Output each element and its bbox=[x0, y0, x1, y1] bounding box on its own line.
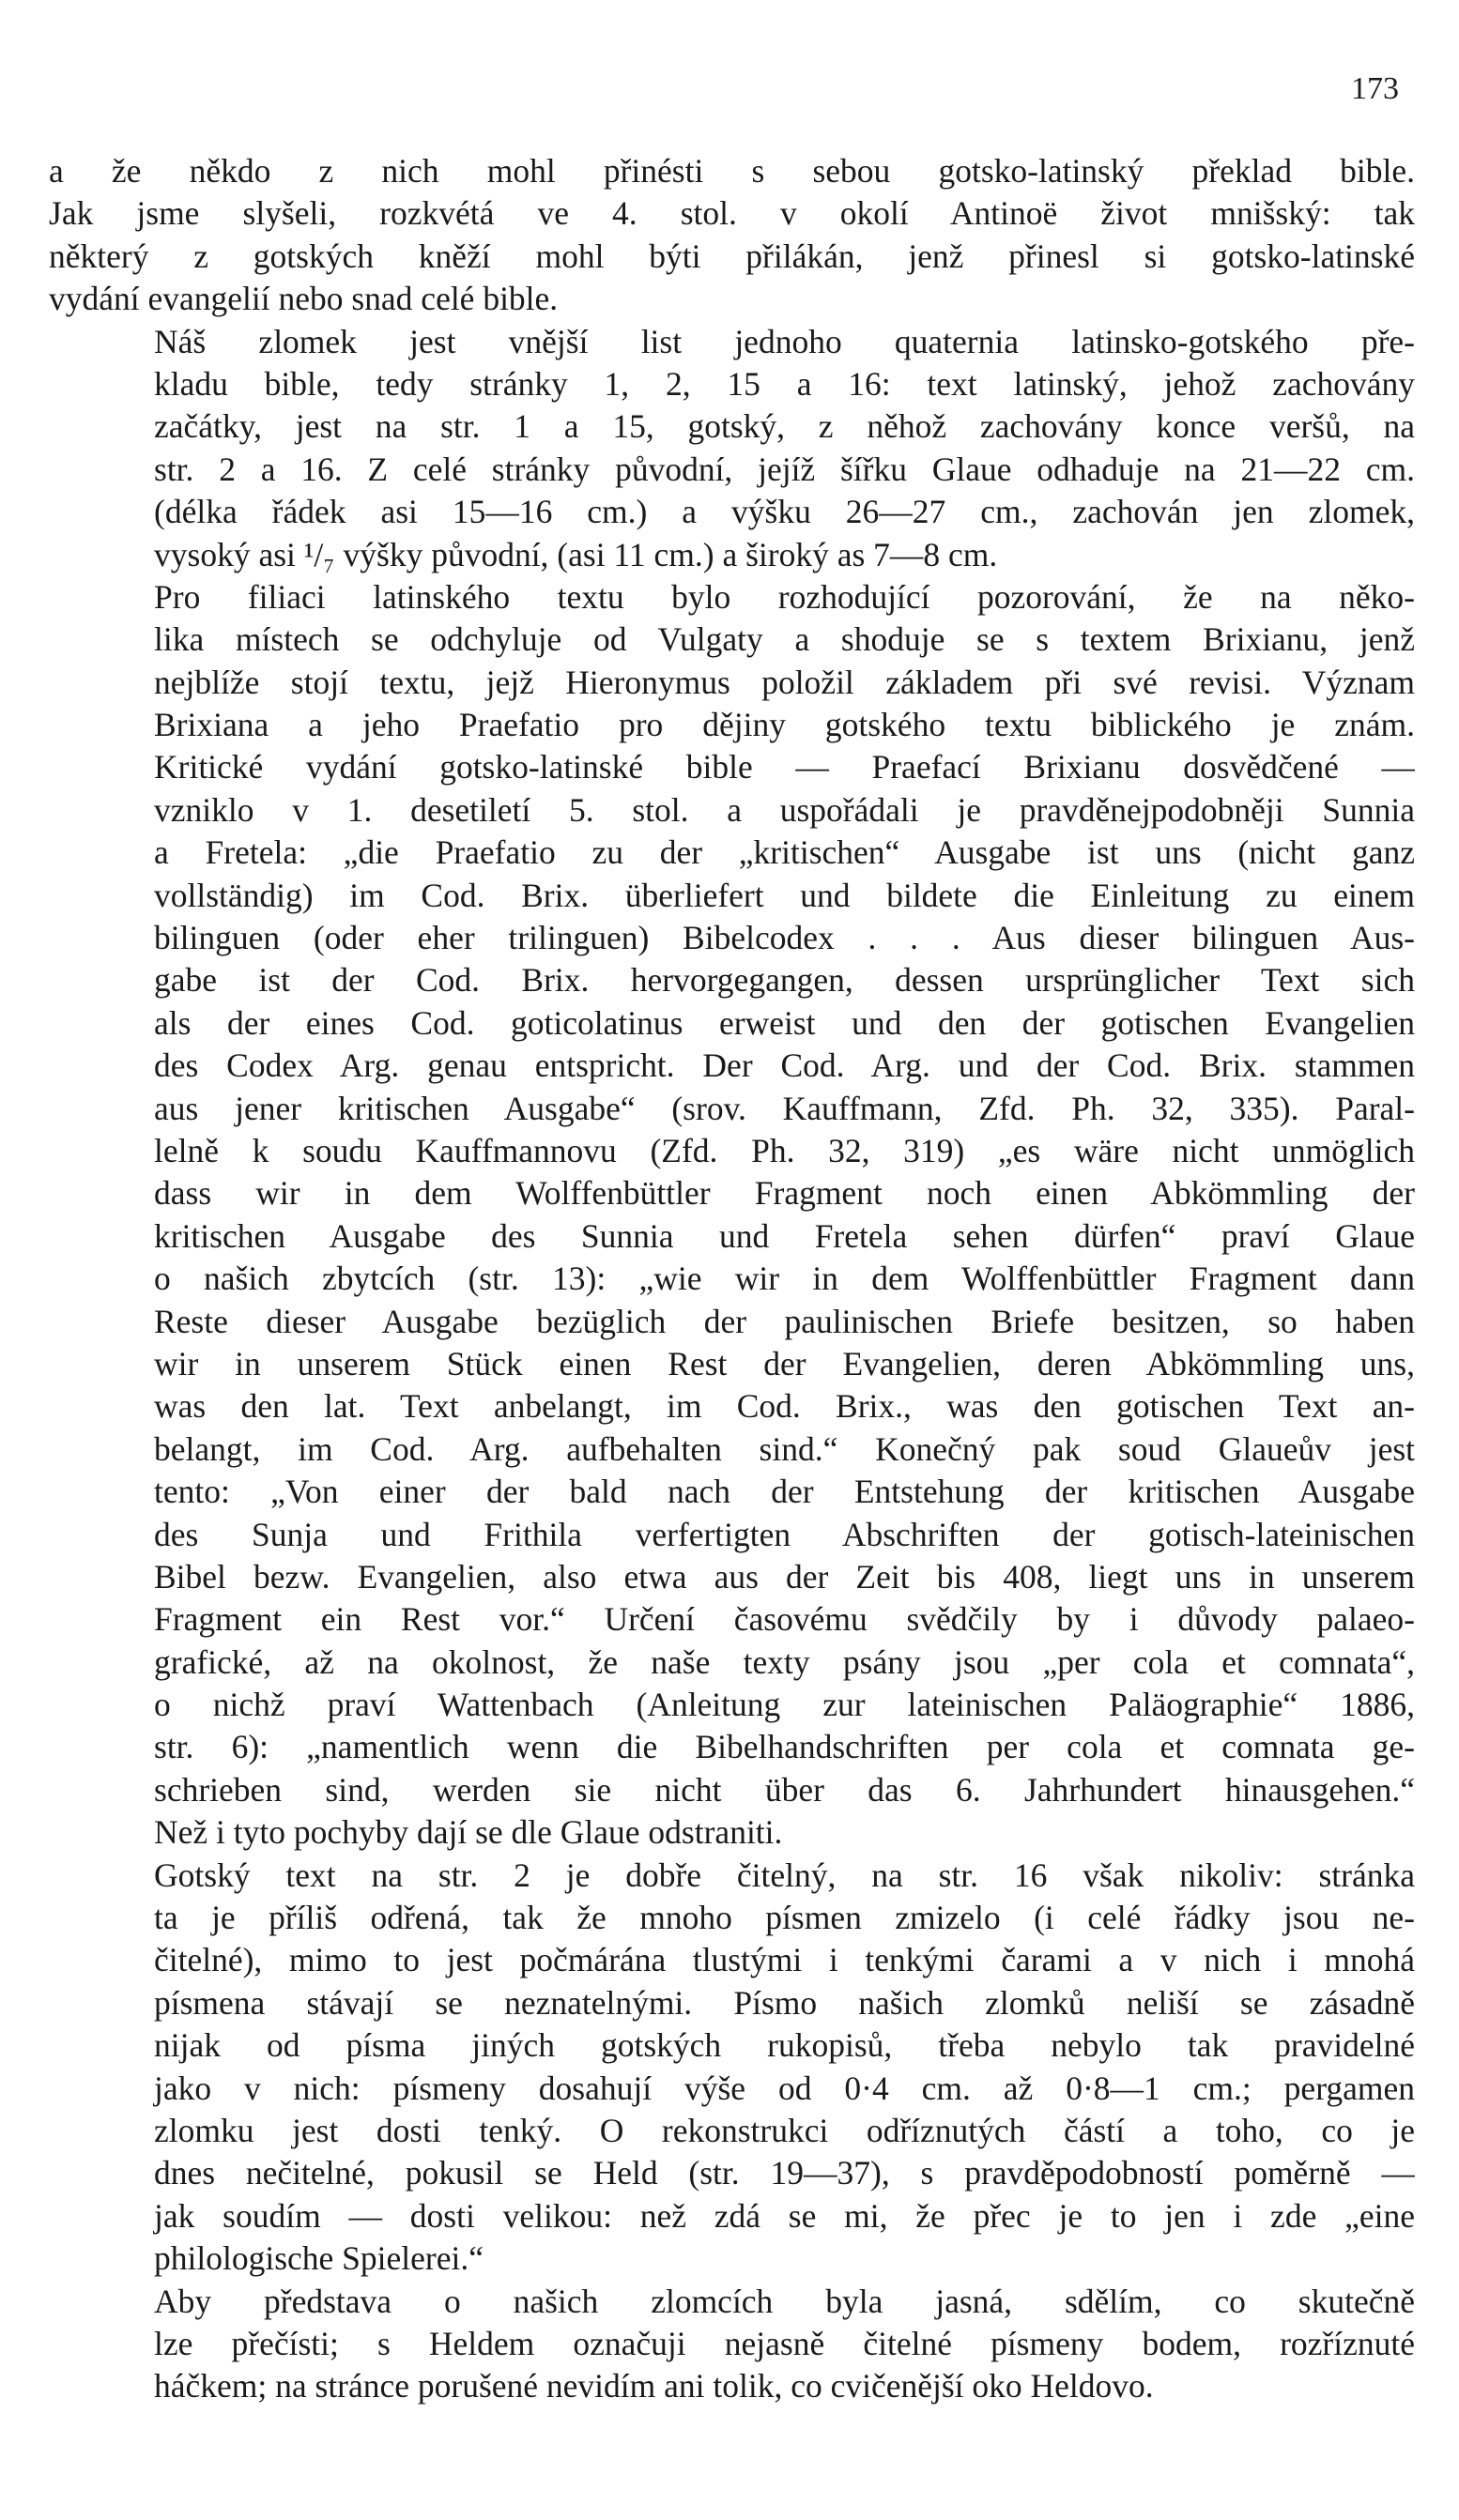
paragraph bbox=[49, 1855, 1415, 2281]
text-line: začátky, jest na str. 1 a 15, gotský, z něhož zachovány konce veršů, na bbox=[154, 407, 1415, 446]
text-line: str. 6): „namentlich wenn die Bibelhandschriften per cola et comnata ge- bbox=[154, 1728, 1415, 1766]
text-line: (délka řádek asi 15—16 cm.) a výšku 26—27 cm., zachován jen zlomek, bbox=[154, 493, 1415, 531]
text-line: Brixiana a jeho Praefatio pro dějiny gotského textu biblického je znám. bbox=[154, 706, 1415, 744]
text-line: Náš zlomek jest vnější list jednoho quaternia latinsko-gotského pře- bbox=[154, 322, 1415, 360]
text-line: wir in unserem Stück einen Rest der Evangelien, deren Abkömmling uns, bbox=[154, 1344, 1415, 1382]
text-line: Fragment ein Rest vor.“ Určení časovému svědčily by i důvody palaeo- bbox=[154, 1600, 1415, 1639]
text-line: vysoký asi ¹/₇ výšky původní, (asi 11 cm.) a široký as 7—8 cm. bbox=[154, 535, 998, 573]
text-line: kladu bible, tedy stránky 1, 2, 15 a 16: text latinský, jehož zachovány bbox=[154, 364, 1415, 403]
text-line: des Codex Arg. genau entspricht. Der Cod. Arg. und der Cod. Brix. stammen bbox=[154, 1046, 1415, 1085]
text-line: kritischen Ausgabe des Sunnia und Fretela sehen dürfen“ praví Glaue bbox=[154, 1216, 1415, 1255]
text-line: als der eines Cod. goticolatinus erweist und den der gotischen Evangelien bbox=[154, 1003, 1415, 1042]
text-line: dass wir in dem Wolffenbüttler Fragment noch einen Abkömmling der bbox=[154, 1174, 1415, 1213]
text-line: o našich zbytcích (str. 13): „wie wir in dem Wolffenbüttler Fragment dann bbox=[154, 1260, 1415, 1298]
text-line: jako v nich: písmeny dosahují výše od 0·4 cm. až 0·8—1 cm.; pergamen bbox=[154, 2069, 1415, 2107]
paragraph bbox=[49, 150, 1415, 321]
text-line: ta je příliš odřená, tak že mnoho písmen zmizelo (i celé řádky jsou ne- bbox=[154, 1899, 1415, 1937]
text-line: philologische Spielerei.“ bbox=[154, 2239, 484, 2278]
text-line: písmena stávají se neznatelnými. Písmo našich zlomků neliší se zásadně bbox=[154, 1983, 1415, 2022]
text-line: schrieben sind, werden sie nicht über das 6. Jahrhundert hinausgehen.“ bbox=[154, 1770, 1415, 1809]
text-line: str. 2 a 16. Z celé stránky původní, jejíž šířku Glaue odhaduje na 21—22 cm. bbox=[154, 450, 1415, 488]
paragraph bbox=[49, 576, 1415, 1855]
text-line: a Fretela: „die Praefatio zu der „kritischen“ Ausgabe ist uns (nicht ganz bbox=[154, 833, 1415, 872]
text-line: o nichž praví Wattenbach (Anleitung zur lateinischen Paläographie“ 1886, bbox=[154, 1686, 1415, 1724]
text-line: grafické, až na okolnost, že naše texty psány jsou „per cola et comnata“, bbox=[154, 1642, 1415, 1681]
text-line: Gotský text na str. 2 je dobře čitelný, na str. 16 však nikoliv: stránka bbox=[154, 1856, 1415, 1894]
body-text bbox=[49, 150, 1415, 2408]
text-line: tento: „Von einer der bald nach der Entstehung der kritischen Ausgabe bbox=[154, 1473, 1415, 1511]
text-line: lze přečísti; s Heldem označuji nejasně čitelné písmeny bodem, rozříznuté bbox=[154, 2324, 1415, 2362]
text-line: vzniklo v 1. desetiletí 5. stol. a uspořádali je pravděnejpodobněji Sunnia bbox=[154, 790, 1415, 829]
text-line: des Sunja und Frithila verfertigten Abschriften der gotisch-lateinischen bbox=[154, 1515, 1415, 1553]
text-line: Než i tyto pochyby dají se dle Glaue odstraniti. bbox=[154, 1813, 783, 1852]
text-line: háčkem; na stránce porušené nevidím ani tolik, co cvičenější oko Heldovo. bbox=[154, 2367, 1154, 2405]
page-number: 173 bbox=[1351, 71, 1399, 106]
text-line: Bibel bezw. Evangelien, also etwa aus der Zeit bis 408, liegt uns in unserem bbox=[154, 1557, 1415, 1596]
text-line: aus jener kritischen Ausgabe“ (srov. Kauffmann, Zfd. Ph. 32, 335). Paral- bbox=[154, 1089, 1415, 1127]
text-line: čitelné), mimo to jest počmárána tlustými i tenkými čarami a v nich i mnohá bbox=[154, 1941, 1415, 1979]
text-line: jak soudím — dosti velikou: než zdá se mi, že přec je to jen i zde „eine bbox=[154, 2196, 1415, 2235]
text-line: gabe ist der Cod. Brix. hervorgegangen, dessen ursprünglicher Text sich bbox=[154, 961, 1415, 1000]
text-line: vollständig) im Cod. Brix. überliefert und bildete die Einleitung zu einem bbox=[154, 876, 1415, 914]
text-line: Aby představa o našich zlomcích byla jasná, sdělím, co skutečně bbox=[154, 2282, 1415, 2320]
text-line: lika místech se odchyluje od Vulgaty a shoduje se s textem Brixianu, jenž bbox=[154, 620, 1415, 659]
text-line: bilinguen (oder eher trilinguen) Bibelcodex . . . Aus dieser bilinguen Aus- bbox=[154, 919, 1415, 957]
text-line: dnes nečitelné, pokusil se Held (str. 19—37), s pravděpodobností poměrně — bbox=[154, 2154, 1415, 2192]
text-line: nejblíže stojí textu, jejž Hieronymus položil základem při své revisi. Význam bbox=[154, 663, 1415, 701]
text-line: některý z gotských kněží mohl býti přilákán, jenž přinesl si gotsko-latinské bbox=[49, 237, 1415, 275]
paragraph bbox=[49, 321, 1415, 576]
text-line: was den lat. Text anbelangt, im Cod. Brix., was den gotischen Text an- bbox=[154, 1387, 1415, 1426]
text-line: Kritické vydání gotsko-latinské bible — Praefací Brixianu dosvědčené — bbox=[154, 748, 1415, 787]
text-line: Jak jsme slyšeli, rozkvétá ve 4. stol. v okolí Antinoë život mnišský: tak bbox=[49, 194, 1415, 233]
paragraph bbox=[49, 2281, 1415, 2408]
text-line: Pro filiaci latinského textu bylo rozhodující pozorování, že na něko- bbox=[154, 577, 1415, 616]
text-line: vydání evangelií nebo snad celé bible. bbox=[49, 280, 559, 318]
text-line: nijak od písma jiných gotských rukopisů, třeba nebylo tak pravidelné bbox=[154, 2026, 1415, 2065]
text-line: a že někdo z nich mohl přinésti s sebou gotsko-latinský překlad bible. bbox=[49, 152, 1415, 190]
text-line: zlomku jest dosti tenký. O rekonstrukci odříznutých částí a toho, co je bbox=[154, 2111, 1415, 2149]
text-line: belangt, im Cod. Arg. aufbehalten sind.“ Konečný pak soud Glaueův jest bbox=[154, 1429, 1415, 1468]
text-line: lelně k soudu Kauffmannovu (Zfd. Ph. 32, 319) „es wäre nicht unmöglich bbox=[154, 1131, 1415, 1169]
text-line: Reste dieser Ausgabe bezüglich der paulinischen Briefe besitzen, so haben bbox=[154, 1302, 1415, 1340]
